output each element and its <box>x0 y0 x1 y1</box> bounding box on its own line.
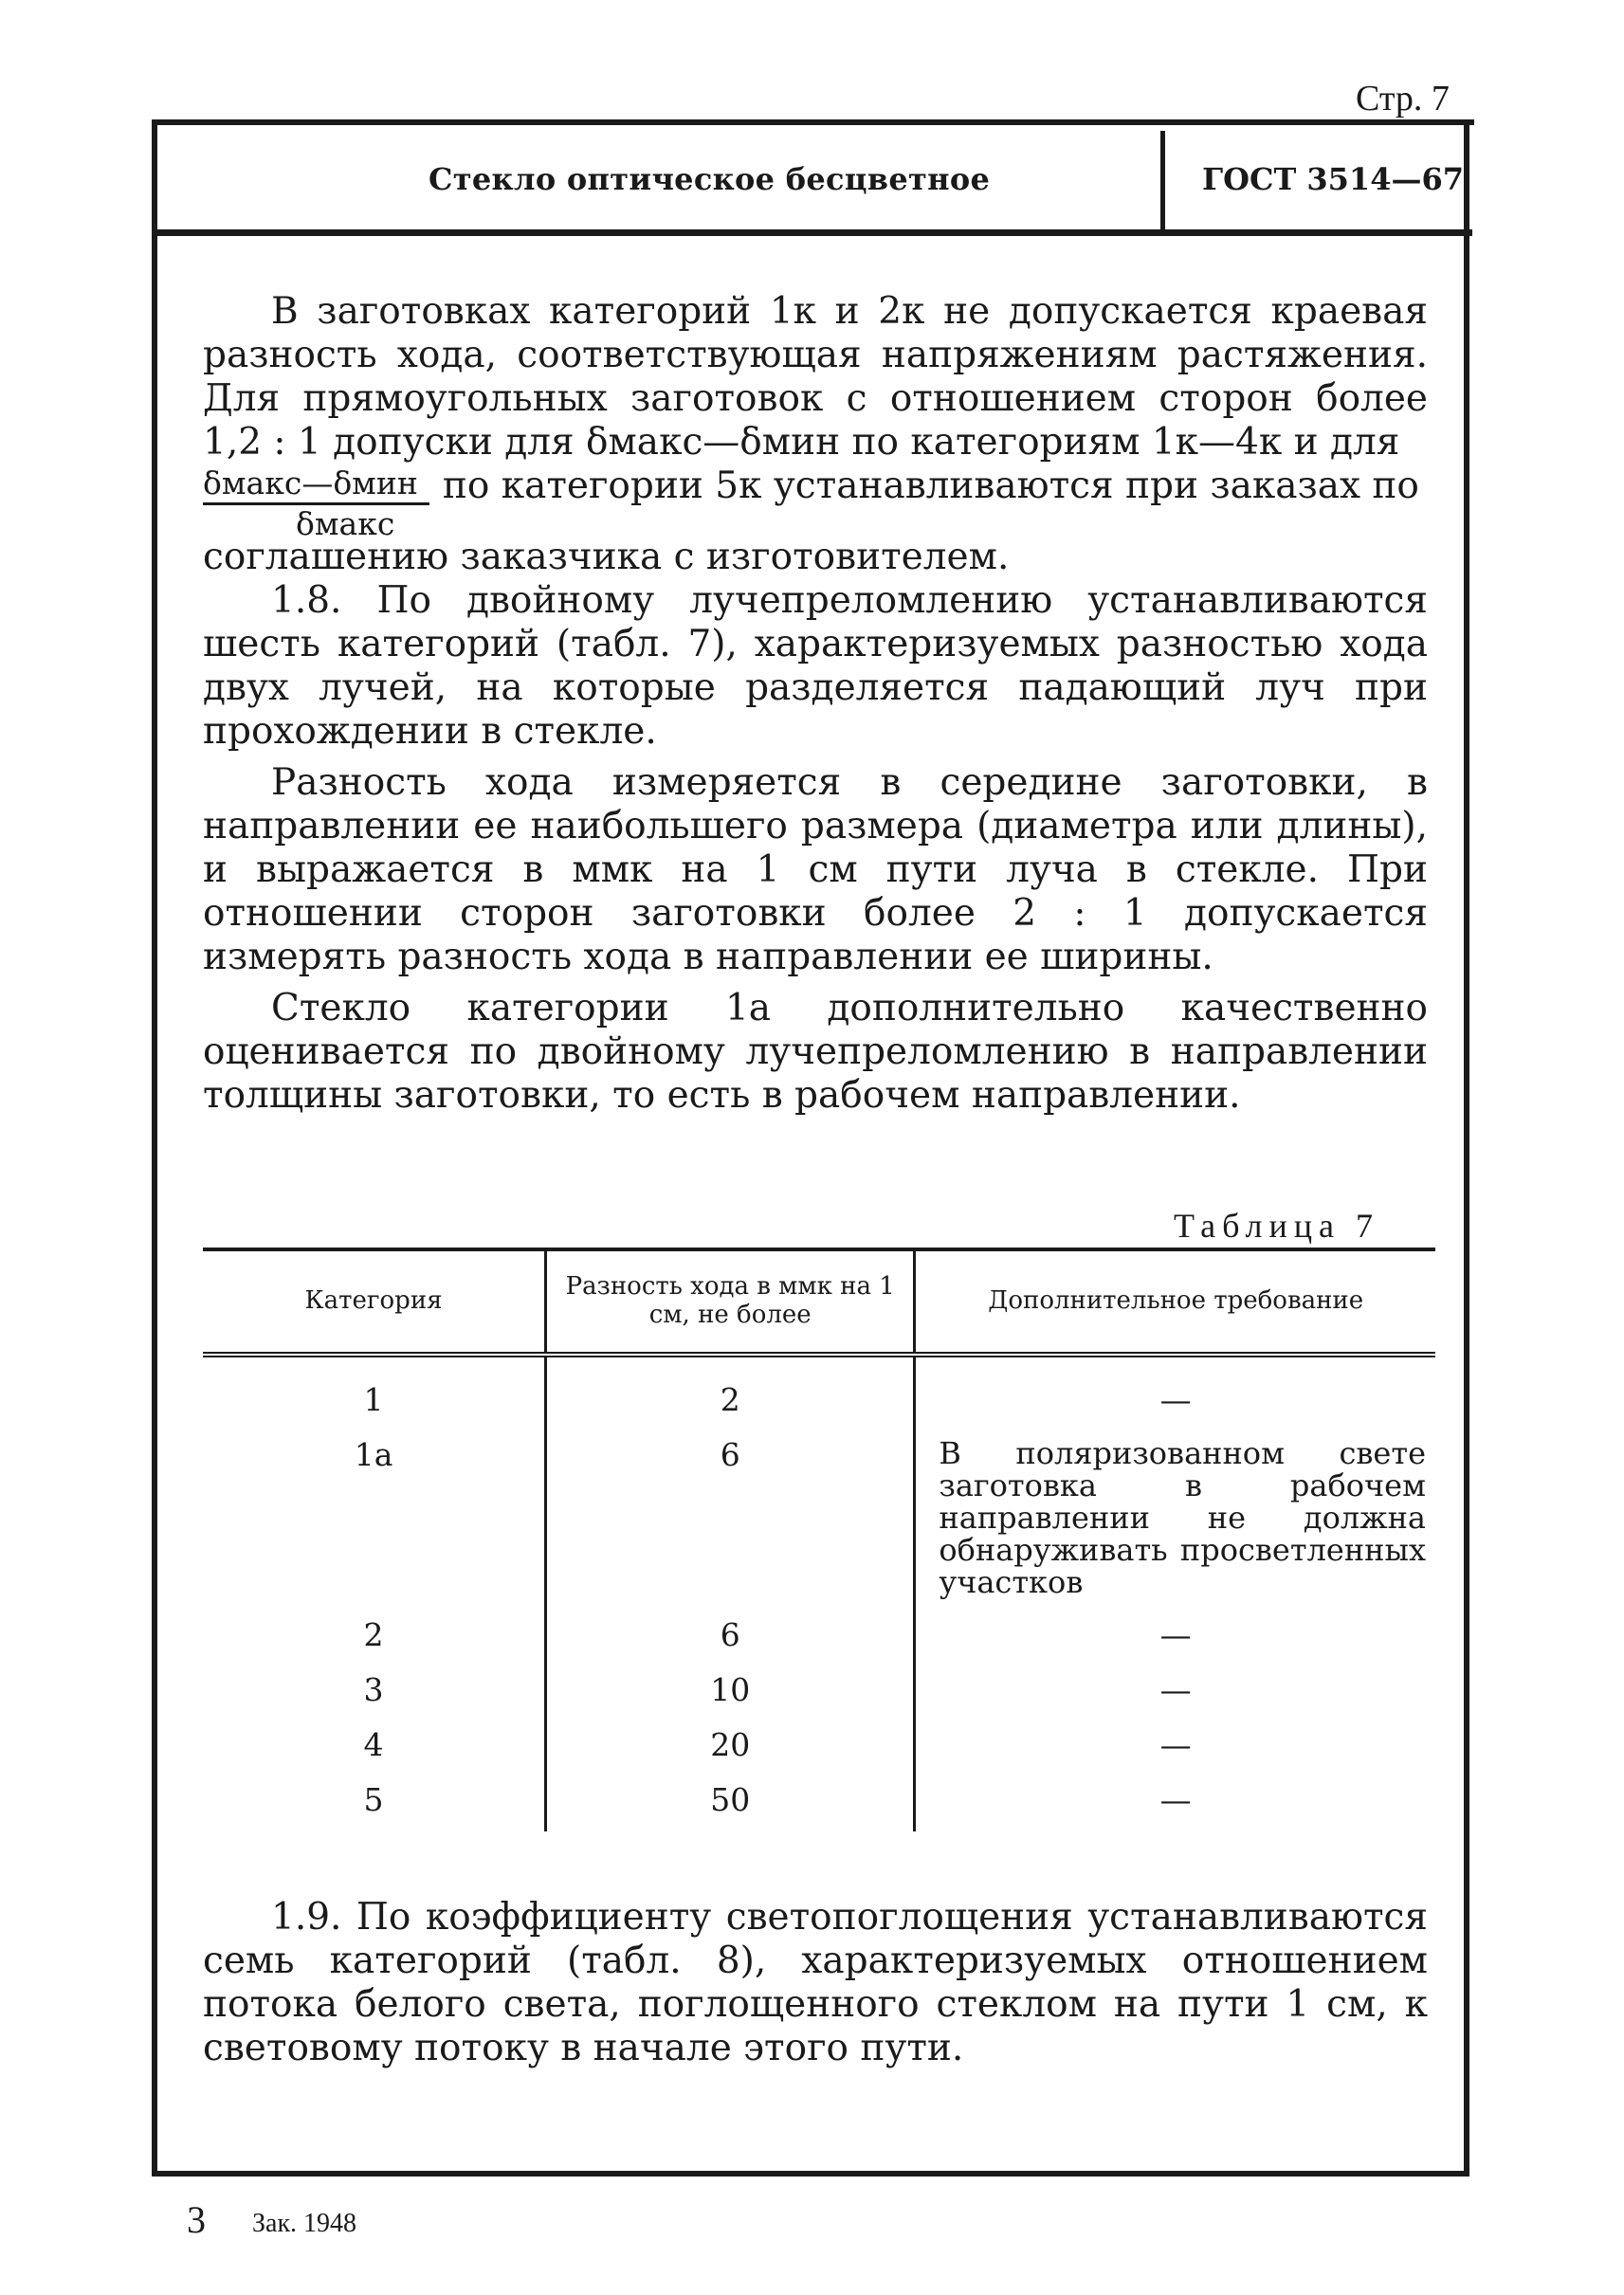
cell-requirement: — <box>915 1776 1435 1831</box>
table-row <box>203 1667 1435 1721</box>
fraction-line <box>203 464 1428 543</box>
cell-category: 5 <box>363 1781 384 1818</box>
table-row <box>203 1612 1435 1667</box>
table-row <box>203 1431 1435 1612</box>
cell-value: 2 <box>546 1355 915 1431</box>
standard-code: ГОСТ 3514—67 <box>1202 161 1464 197</box>
cell-value: 10 <box>546 1667 915 1721</box>
cell-requirement: — <box>915 1721 1435 1776</box>
table-caption: Таблица 7 <box>1174 1207 1379 1245</box>
table-row <box>203 1355 1435 1431</box>
document-title: Стекло оптическое бесцветное <box>429 161 991 197</box>
cell-category: 1 <box>363 1381 384 1418</box>
cell-category: 2 <box>363 1616 384 1653</box>
body-text-2 <box>203 1896 1428 2070</box>
sheet-number: 3 <box>187 2198 206 2241</box>
paragraph-measurement: Разность хода измеряется в середине заготовки, в направлении ее наибольшего размера (диаметра или длины), и выражается в ммк на 1 см пути луча в стекле. При отношении сторон заготовки более 2 : 1 допускается измерять разность хода в направлении ее ширины. <box>203 761 1428 978</box>
table-row <box>203 1776 1435 1831</box>
header-path-difference: Разность хода в ммк на 1 см, не более <box>546 1249 915 1355</box>
cell-value: 20 <box>546 1721 915 1776</box>
order-number: Зак. 1948 <box>252 2209 357 2238</box>
page-number: Стр. 7 <box>1356 79 1450 118</box>
cell-value: 50 <box>546 1776 915 1831</box>
header-divider <box>1160 131 1165 233</box>
fraction-numerator: δмакс—δмин <box>203 464 429 505</box>
cell-category: 3 <box>363 1671 384 1708</box>
cell-value: 6 <box>546 1612 915 1667</box>
header-additional-requirement: Дополнительное требование <box>915 1249 1435 1355</box>
cell-requirement: В поляризованном свете заготовка в рабочем направлении не должна обнаруживать просветленных участков <box>915 1431 1435 1612</box>
cell-requirement: — <box>915 1667 1435 1721</box>
fraction <box>203 464 429 543</box>
header-bottom-rule <box>155 229 1472 236</box>
table-header-row <box>203 1249 1435 1355</box>
cell-category: 4 <box>363 1726 384 1763</box>
cell-category: 1а <box>354 1436 393 1473</box>
paragraph-1-8: 1.8. По двойному лучепреломлению устанавливаются шесть категорий (табл. 7), характеризуемых разностью хода двух лучей, на которые разделяется падающий луч при прохождении в стекле. <box>203 579 1428 753</box>
table-7 <box>203 1248 1435 1831</box>
cell-requirement: — <box>915 1355 1435 1431</box>
table-row <box>203 1721 1435 1776</box>
cell-requirement: — <box>915 1612 1435 1667</box>
fraction-denominator: δмакс <box>296 505 395 542</box>
cell-value: 6 <box>546 1431 915 1612</box>
paragraph-category-1a: Стекло категории 1а дополнительно качественно оценивается по двойному лучепреломлению в направлении толщины заготовки, то есть в рабочем направлении. <box>203 987 1428 1117</box>
paragraph-1-end: соглашению заказчика с изготовителем. <box>203 536 1010 578</box>
paragraph-1-start: В заготовках категорий 1к и 2к не допускается краевая разность хода, соответствующая напряжениям растяжения. Для прямоугольных заготовок с отношением сторон более 1,2 : 1 допуски для δмакс—δмин по категориям 1к—4к и для <box>203 290 1428 464</box>
paragraph-1-9: 1.9. По коэффициенту светопоглощения устанавливаются семь категорий (табл. 8), характеризуемых отношением потока белого света, поглощенного стеклом на пути 1 см, к световому потоку в начале этого пути. <box>203 1896 1428 2069</box>
header-category: Категория <box>203 1249 546 1355</box>
paragraph-1-after-fraction: по категории 5к устанавливаются при заказах по <box>442 464 1419 507</box>
body-text <box>203 290 1428 1118</box>
